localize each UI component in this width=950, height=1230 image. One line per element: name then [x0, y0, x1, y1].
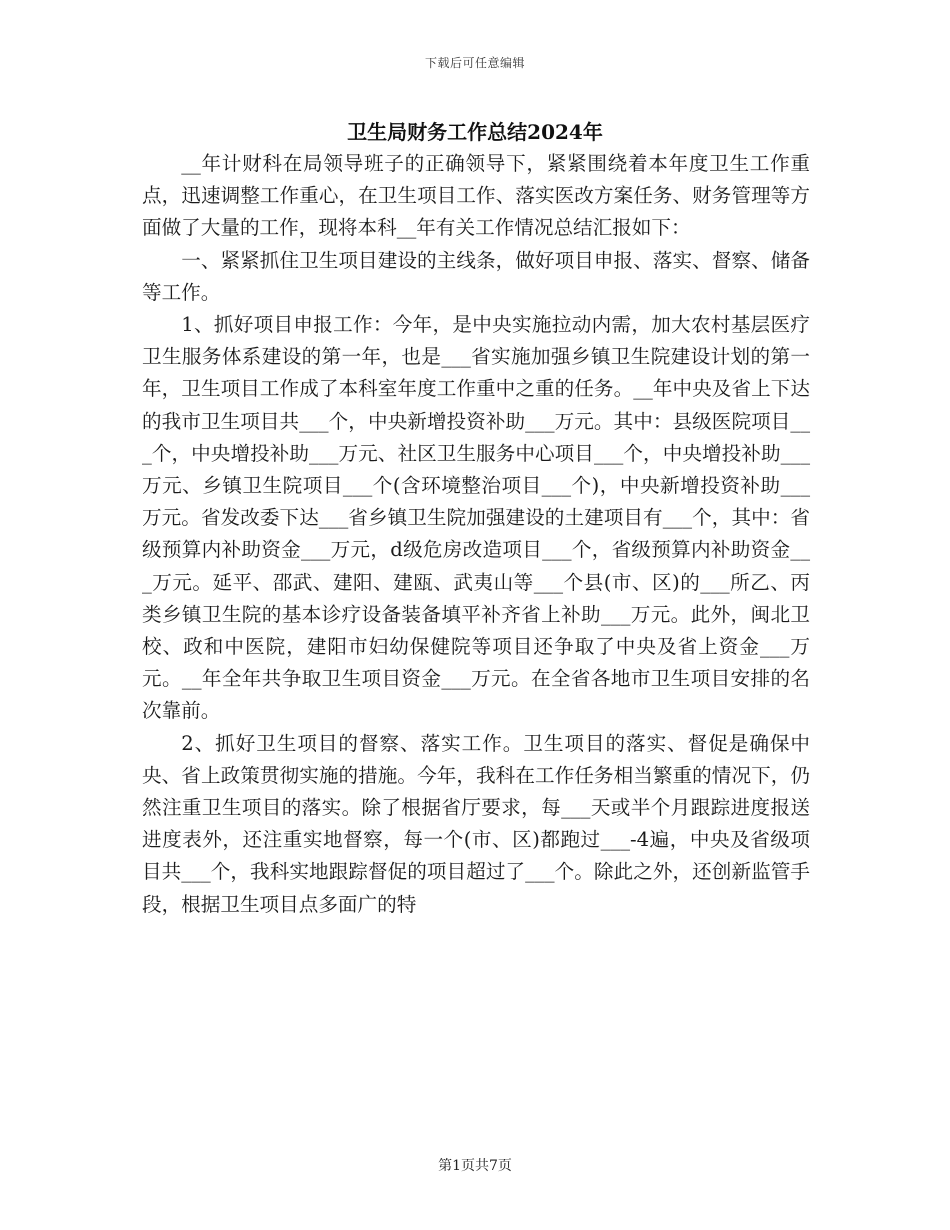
paragraph-project-application: 1、抓好项目申报工作：今年，是中央实施拉动内需，加大农村基层医疗卫生服务体系建设的第一年，也是___省实施加强乡镇卫生院建设计划的第一年，卫生项目工作成了本科室年度工作重中之重的任务。__年中央及省上下达的我市卫生项目共___个，中央新增投资补助___万元。其中：县级医院项目___个，中央增投补助___万元、社区卫生服务中心项目___个，中央增投补助___万元、乡镇卫生院项目___个(含环境整治项目___个)，中央新增投资补助___万元。省发改委下达___省乡镇卫生院加强建设的土建项目有___个，其中：省级预算内补助资金___万元，d级危房改造项目___个，省级预算内补助资金___万元。延平、邵武、建阳、建瓯、武夷山等___个县(市、区)的___所乙、丙类乡镇卫生院的基本诊疗设备装备填平补齐省上补助___万元。此外，闽北卫校、政和中医院，建阳市妇幼保健院等项目还争取了中央及省上资金___万元。__年全年共争取卫生项目资金___万元。在全省各地市卫生项目安排的名次靠前。 [142, 313, 810, 723]
document-title: 卫生局财务工作总结2024年 [347, 120, 603, 144]
paragraph-project-supervision: 2、抓好卫生项目的督察、落实工作。卫生项目的落实、督促是确保中央、省上政策贯彻实施的措施。今年，我科在工作任务相当繁重的情况下，仍然注重卫生项目的落实。除了根据省厅要求，每___天或半个月跟踪进度报送进度表外，还注重实地督察，每一个(市、区)都跑过___-4遍，中央及省级项目共___个，我科实地跟踪督促的项目超过了___个。除此之外，还创新监管手段，根据卫生项目点多面广的特 [142, 731, 810, 916]
paragraph-section-one-heading: 一、紧紧抓住卫生项目建设的主线条，做好项目申报、落实、督察、储备等工作。 [142, 248, 810, 304]
page-number: 第1页共7页 [438, 1158, 512, 1174]
paragraph-intro: __年计财科在局领导班子的正确领导下，紧紧围绕着本年度卫生工作重点，迅速调整工作重心，在卫生项目工作、落实医改方案任务、财务管理等方面做了大量的工作，现将本科__年有关工作情况总结汇报如下： [142, 152, 810, 240]
header-note: 下载后可任意编辑 [424, 56, 525, 70]
document-body [142, 148, 810, 921]
